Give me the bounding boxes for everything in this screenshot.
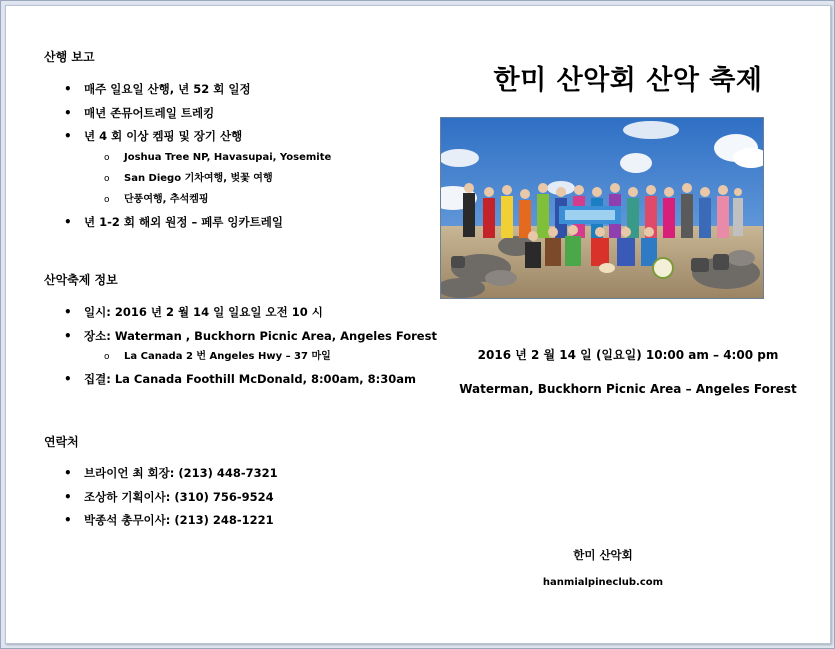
document-page (5, 5, 831, 644)
contacts-list (44, 465, 278, 536)
camping-sublist (44, 151, 331, 214)
sub-item-sandiego: o San Diego 기차여행, 벚꽃 여행 (44, 172, 331, 193)
festival-date: • 일시: 2016 년 2 월 14 일 일요일 오전 10 시 (44, 304, 437, 328)
sub-item-parks: o Joshua Tree NP, Havasupai, Yosemite (44, 151, 331, 172)
flyer-title: 한미 산악회 산악 축제 (493, 65, 763, 96)
report-heading: 산행 보고 (44, 50, 95, 64)
place-directions: o La Canada 2 번 Angeles Hwy – 37 마일 (44, 350, 437, 371)
report-item-camping-label: • 년 4 회 이상 켐핑 및 장기 산행 (84, 129, 243, 143)
contact-secretary: • 박종석 총무이사: (213) 248-1221 (44, 512, 278, 536)
contacts-heading: 연락처 (44, 435, 79, 449)
club-url[interactable]: hanmialpineclub.com (542, 577, 664, 588)
place-sublist (44, 350, 437, 371)
report-list (44, 81, 331, 238)
report-item-weekly: • 매주 일요일 산행, 년 52 회 일정 (44, 81, 331, 105)
report-item-overseas: • 년 1-2 회 해외 원정 – 페루 잉카트레일 (44, 214, 331, 238)
festival-place-label: • 장소: Waterman , Buckhorn Picnic Area, Angeles Forest (84, 328, 437, 343)
group-photo (440, 117, 764, 299)
festival-info-list (44, 304, 437, 394)
festival-info-heading: 산악축제 정보 (44, 273, 118, 287)
event-date: 2016 년 2 월 14 일 (일요일) 10:00 am – 4:00 pm (477, 348, 779, 362)
festival-meet: • 집결: La Canada Foothill McDonald, 8:00am, 8:30am (44, 371, 437, 395)
report-item-jmt: • 매년 존뮤어트레일 트레킹 (44, 105, 331, 129)
festival-place (44, 328, 437, 371)
contact-planning: • 조상하 기획이사: (310) 756-9524 (44, 489, 278, 513)
report-item-camping (44, 128, 331, 214)
contact-president: • 브라이언 최 회장: (213) 448-7321 (44, 465, 278, 489)
event-place: Waterman, Buckhorn Picnic Area – Angeles Forest (459, 382, 797, 396)
sub-item-autumn: o 단풍여행, 추석켐핑 (44, 193, 331, 214)
club-name: 한미 산악회 (573, 548, 633, 562)
